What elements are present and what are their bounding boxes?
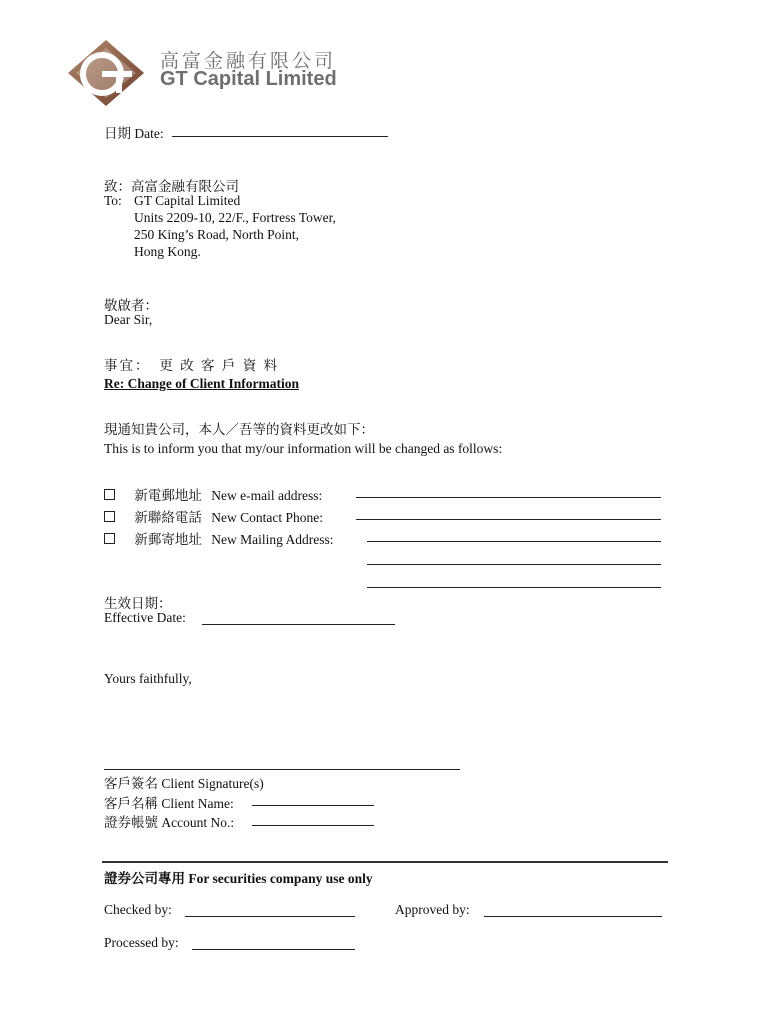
client-name-field[interactable] xyxy=(252,805,374,806)
recipient-address-line: Units 2209-10, 22/F., Fortress Tower, xyxy=(134,210,336,225)
option-label-en: New Mailing Address: xyxy=(211,532,334,547)
client-name-label: 客戶名稱 Client Name: xyxy=(104,796,234,811)
company-logo xyxy=(66,38,146,108)
mailing-field-2[interactable] xyxy=(367,564,661,565)
option-label-en: New Contact Phone: xyxy=(211,510,323,525)
logo-name-cn: 高富金融有限公司 xyxy=(160,50,337,72)
signature-label: 客戶簽名 Client Signature(s) xyxy=(104,776,264,791)
office-divider xyxy=(102,861,668,863)
option-label-en: New e-mail address: xyxy=(211,488,323,503)
recipient-cn: 致：高富金融有限公司 xyxy=(104,179,239,194)
effective-cn: 生效日期： xyxy=(104,596,172,611)
recipient-address-line: 250 King’s Road, North Point, xyxy=(134,227,300,242)
date-field[interactable] xyxy=(172,136,388,137)
salutation-cn: 敬啟者： xyxy=(104,298,158,313)
date-label: 日期 Date: xyxy=(104,126,164,141)
subject-cn: 事宜： 更 改 客 戶 資 料 xyxy=(104,358,280,373)
mailing-checkbox[interactable] xyxy=(104,533,115,544)
mailing-field-1[interactable] xyxy=(367,541,661,542)
processed-by-label: Processed by: xyxy=(104,935,179,950)
option-email xyxy=(104,484,322,504)
account-label: 證券帳號 Account No.: xyxy=(104,815,235,830)
effective-date-field[interactable] xyxy=(202,624,395,625)
subject-en: Re: Change of Client Information xyxy=(104,376,299,391)
option-phone xyxy=(104,506,323,526)
signature-field[interactable] xyxy=(104,769,460,770)
intro-cn: 現通知貴公司，本人／吾等的資料更改如下： xyxy=(104,422,374,437)
phone-field[interactable] xyxy=(356,519,661,520)
email-field[interactable] xyxy=(356,497,661,498)
recipient-company: GT Capital Limited xyxy=(134,193,241,208)
option-mailing xyxy=(104,528,334,548)
office-heading: 證券公司專用 For securities company use only xyxy=(104,871,373,886)
approved-by-field[interactable] xyxy=(484,916,662,917)
checked-by-label: Checked by: xyxy=(104,902,172,917)
gt-logo-icon xyxy=(66,38,146,108)
email-checkbox[interactable] xyxy=(104,489,115,500)
closing: Yours faithfully, xyxy=(104,671,192,686)
phone-checkbox[interactable] xyxy=(104,511,115,522)
recipient-to-label: To: xyxy=(104,193,122,208)
effective-en: Effective Date: xyxy=(104,610,186,625)
option-label-cn: 新郵寄地址 xyxy=(134,532,202,547)
processed-by-field[interactable] xyxy=(192,949,355,950)
checked-by-field[interactable] xyxy=(185,916,355,917)
date-row xyxy=(104,122,164,142)
mailing-field-3[interactable] xyxy=(367,587,661,588)
account-field[interactable] xyxy=(252,825,374,826)
intro-en: This is to inform you that my/our information will be changed as follows: xyxy=(104,441,503,456)
recipient-address-line: Hong Kong. xyxy=(134,244,201,259)
logo-name-en: GT Capital Limited xyxy=(160,68,337,90)
approved-by-label: Approved by: xyxy=(395,902,470,917)
option-label-cn: 新聯絡電話 xyxy=(134,510,202,525)
salutation-en: Dear Sir, xyxy=(104,312,153,327)
option-label-cn: 新電郵地址 xyxy=(134,488,202,503)
